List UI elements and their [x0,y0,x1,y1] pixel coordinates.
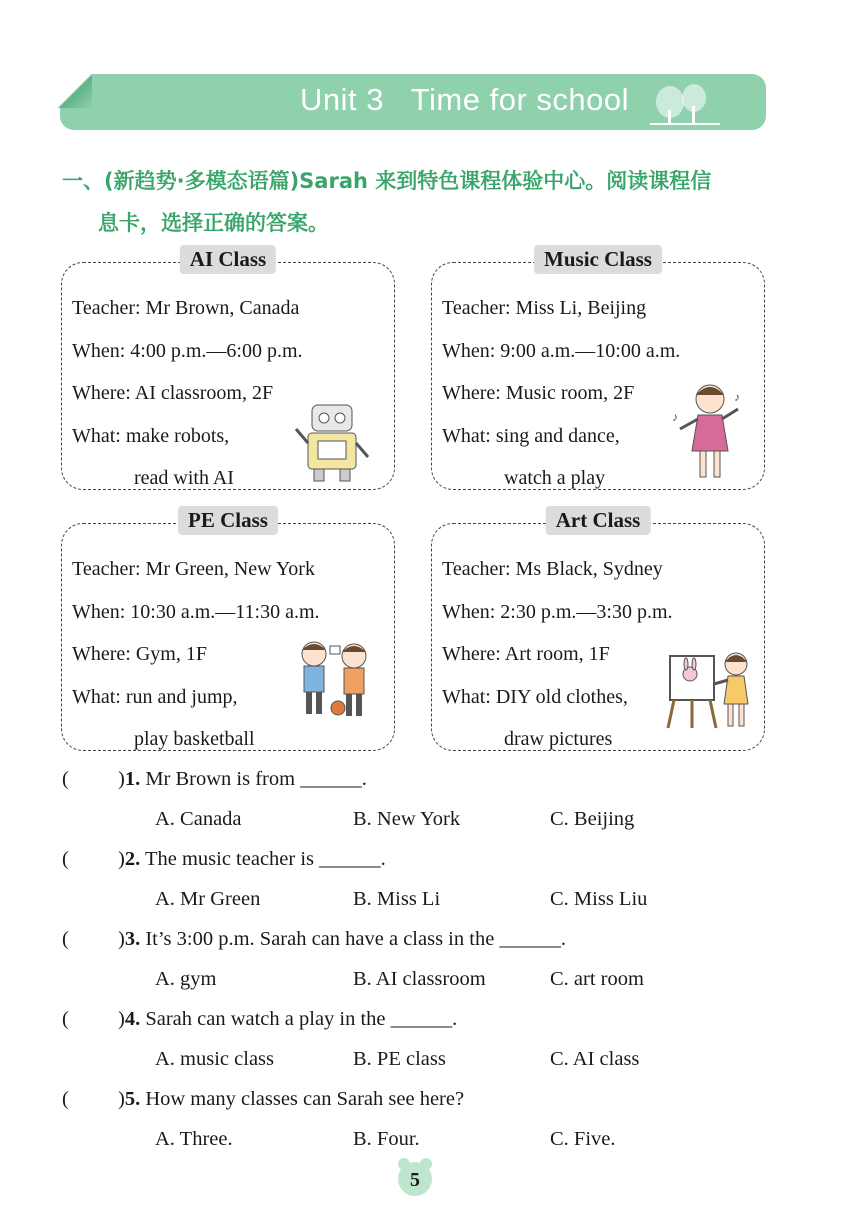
card-teacher: Teacher: Ms Black, Sydney [442,558,663,580]
question-number: 5. [124,1088,141,1110]
instruction-line-2: 息卡，选择正确的答案。 [98,211,329,235]
card-what-2: play basketball [134,728,255,750]
pe-class-card [61,508,395,751]
basketball-kids-icon [286,638,382,722]
question-text: Sarah can watch a play in the ______. [140,1008,458,1030]
answer-paren-open[interactable]: ( [62,1008,69,1030]
option-b: B. AI classroom [353,968,486,990]
option-c: C. AI class [550,1048,640,1070]
answer-paren-close: ) [118,848,125,870]
question-5 [62,1088,464,1111]
music-class-card [431,247,765,490]
card-when: When: 4:00 p.m.—6:00 p.m. [72,339,303,362]
option-a: A. Mr Green [155,888,261,910]
option-b: B. PE class [353,1048,446,1070]
question-2 [62,848,386,871]
card-where: Where: Art room, 1F [442,643,610,665]
card-teacher: Teacher: Mr Brown, Canada [72,297,300,319]
answer-paren-open[interactable]: ( [62,848,69,870]
option-a: A. Canada [155,808,242,830]
instruction-line-1: 一、(新趋势·多模态语篇)Sarah 来到特色课程体验中心。阅读课程信 [62,169,712,193]
card-what: What: make robots, [72,424,230,447]
option-c: C. art room [550,968,644,990]
card-what: What: run and jump, [72,685,238,708]
option-c: C. Beijing [550,808,635,830]
card-what-2: draw pictures [504,728,613,750]
answer-paren-close: ) [118,1088,125,1110]
singing-girl-icon [668,379,752,483]
card-what-2: watch a play [504,467,606,489]
exercise-instruction [62,160,774,244]
option-b: B. Miss Li [353,888,441,910]
card-when: When: 2:30 p.m.—3:30 p.m. [442,600,673,623]
question-number: 4. [124,1008,141,1030]
card-what: What: sing and dance, [442,424,620,447]
robot-icon [294,399,374,485]
answer-paren-open[interactable]: ( [62,768,69,790]
question-3 [62,928,566,951]
answer-paren-close: ) [118,928,125,950]
answer-paren-close: ) [118,768,125,790]
question-number: 1. [124,768,141,790]
option-c: C. Five. [550,1128,616,1150]
option-b: B. New York [353,808,461,830]
option-a: A. music class [155,1048,274,1070]
card-when: When: 9:00 a.m.—10:00 a.m. [442,339,681,362]
question-4 [62,1008,457,1031]
question-text: Mr Brown is from ______. [140,768,367,790]
card-title: Music Class [534,245,662,274]
question-number: 3. [124,928,141,950]
banner-fold-corner [58,74,92,108]
card-title: PE Class [178,506,278,535]
card-title: AI Class [180,245,276,274]
page-number: 5 [398,1162,432,1196]
question-text: It’s 3:00 p.m. Sarah can have a class in the ______. [140,928,567,950]
question-number: 2. [124,848,141,870]
art-class-card [431,508,765,751]
answer-paren-close: ) [118,1008,125,1030]
card-title: Art Class [546,506,651,535]
card-teacher: Teacher: Mr Green, New York [72,558,315,580]
question-text: How many classes can Sarah see here? [140,1088,465,1110]
card-teacher: Teacher: Miss Li, Beijing [442,297,647,319]
option-b: B. Four. [353,1128,420,1150]
svg-text:♪: ♪ [734,390,740,404]
option-a: A. Three. [155,1128,233,1150]
option-c: C. Miss Liu [550,888,648,910]
card-what-2: read with AI [134,467,234,489]
unit-title: Unit 3 Time for school [300,82,630,117]
option-a: A. gym [155,968,217,990]
question-text: The music teacher is ______. [140,848,386,870]
svg-text:♪: ♪ [672,410,678,424]
card-what: What: DIY old clothes, [442,685,628,708]
card-when: When: 10:30 a.m.—11:30 a.m. [72,600,320,623]
card-where: Where: Gym, 1F [72,643,207,665]
painting-easel-icon [664,648,760,732]
card-where: Where: AI classroom, 2F [72,382,274,404]
answer-paren-open[interactable]: ( [62,928,69,950]
trees-decoration-icon [650,80,720,126]
question-1 [62,768,367,791]
unit-banner [60,74,766,130]
answer-paren-open[interactable]: ( [62,1088,69,1110]
ai-class-card [61,247,395,490]
card-where: Where: Music room, 2F [442,382,635,404]
